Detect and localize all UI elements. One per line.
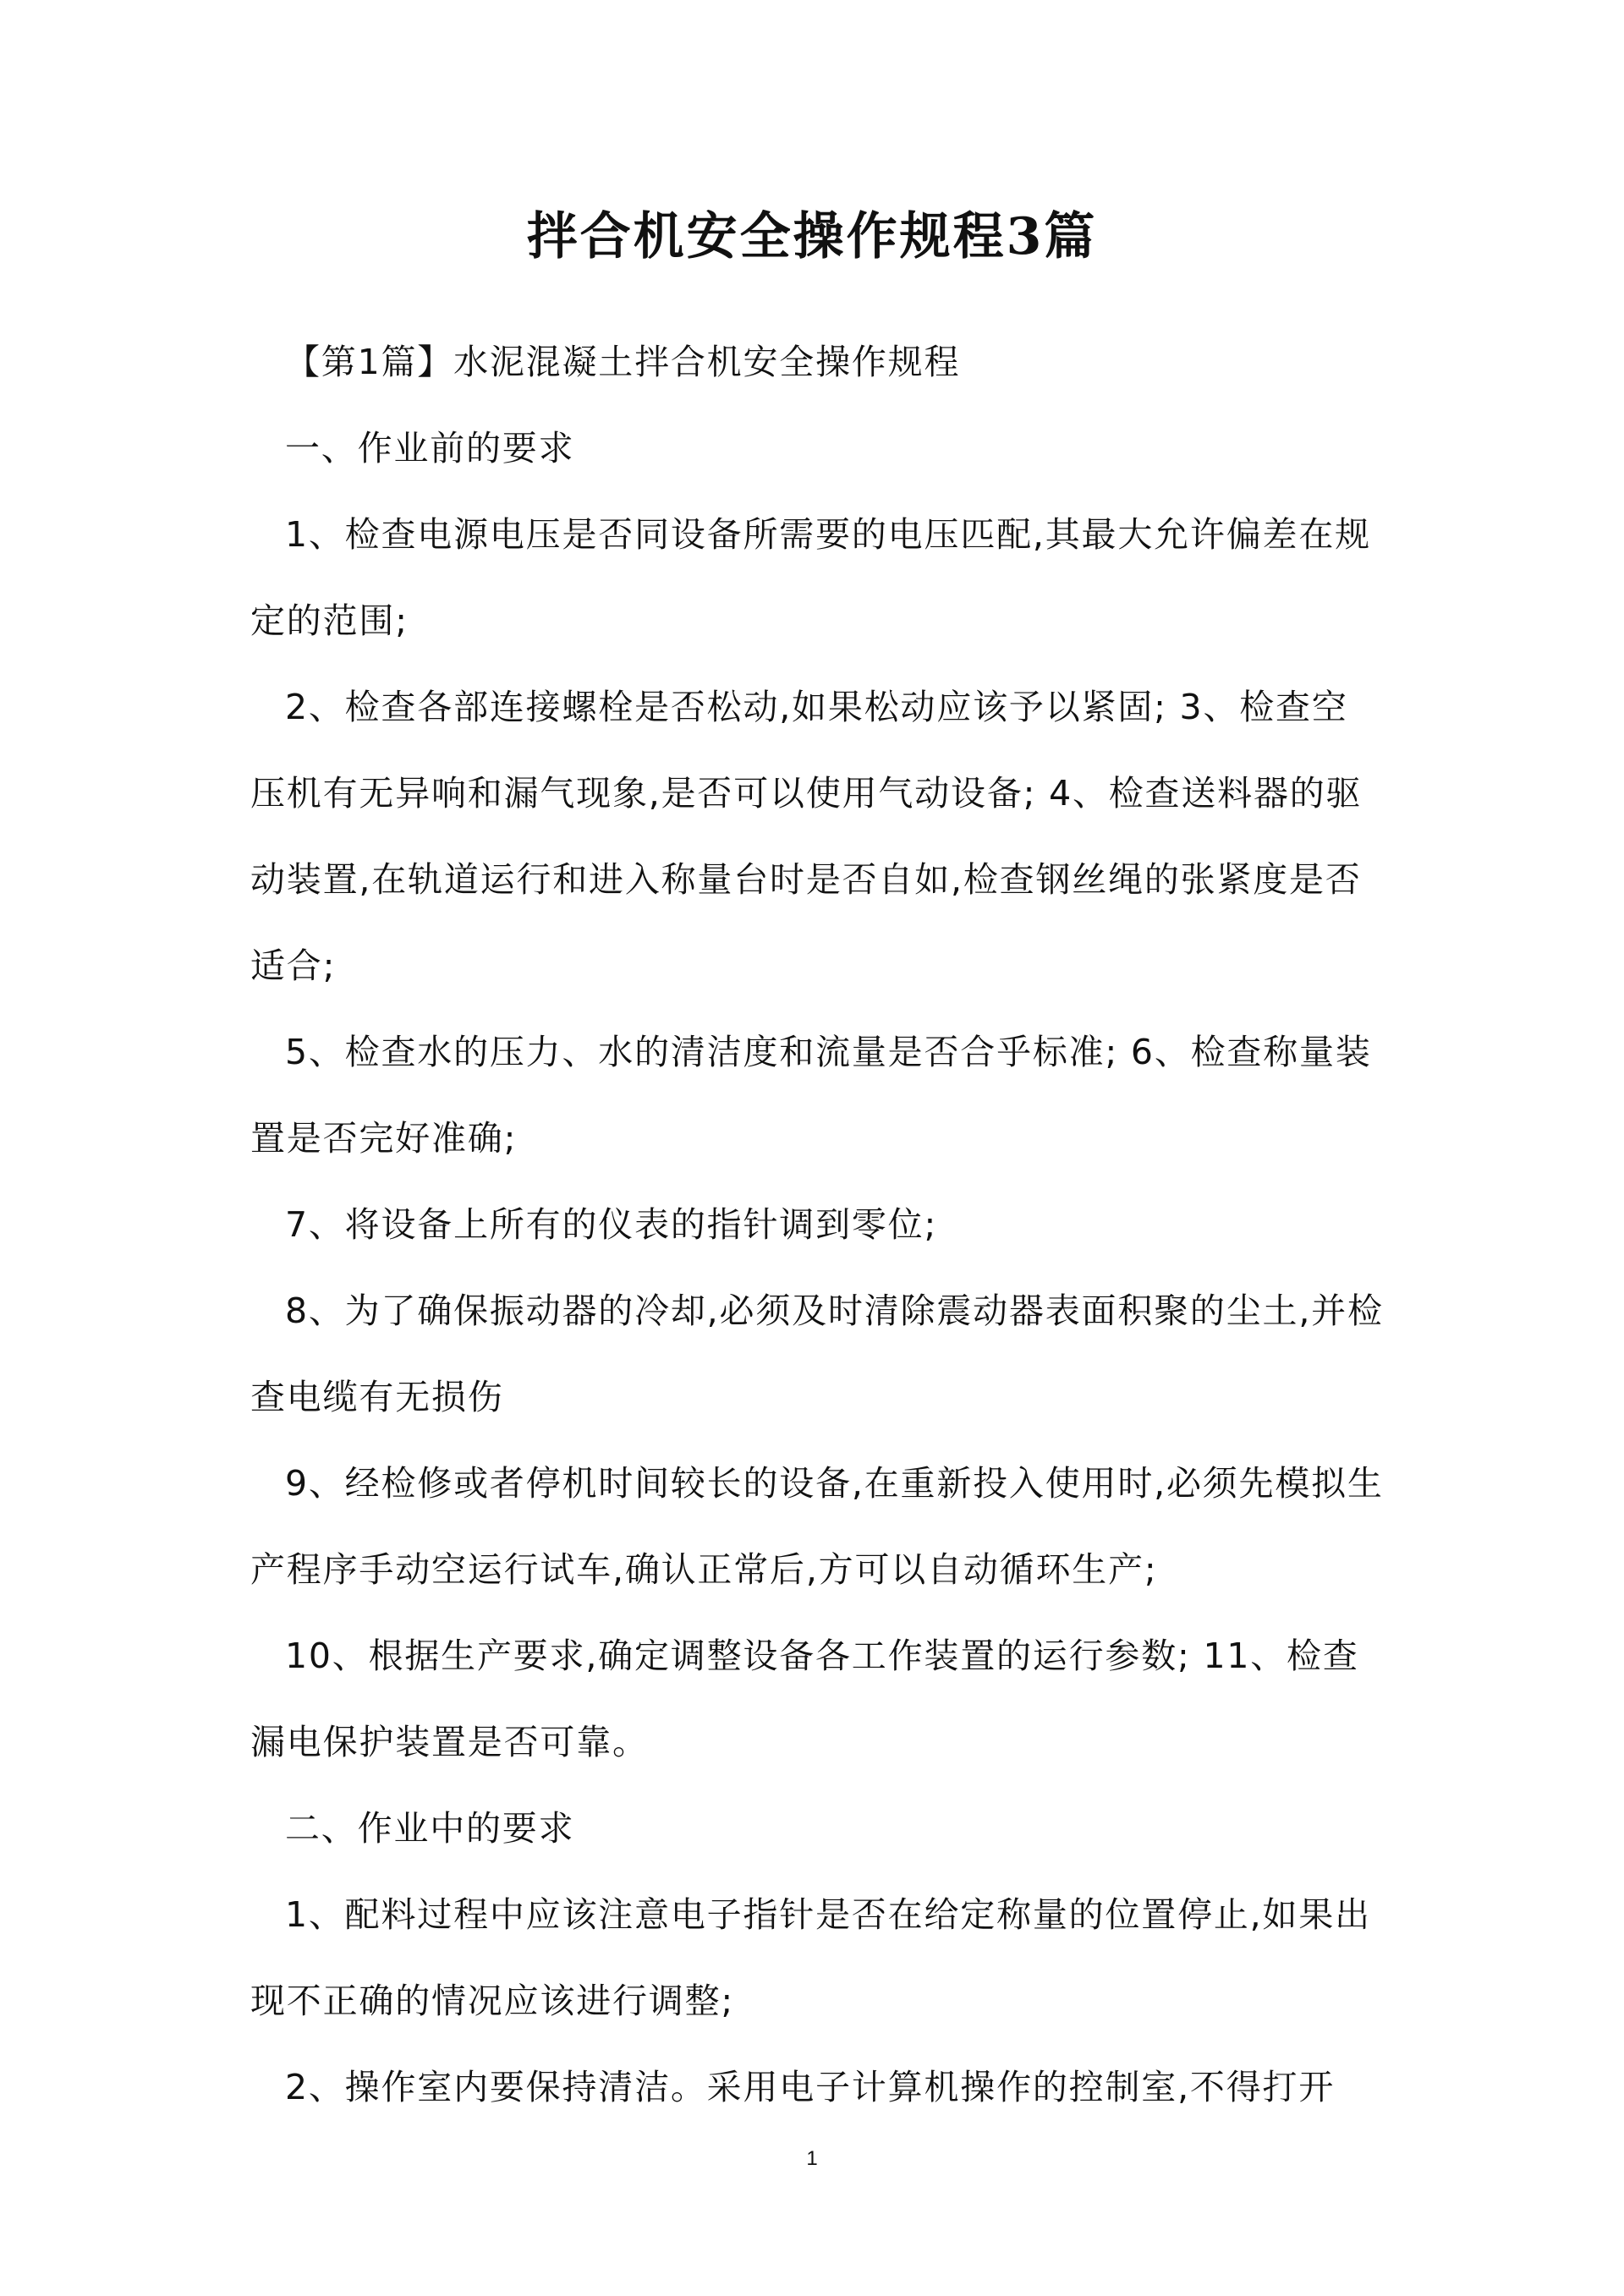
paragraph: 5、检查水的压力、水的清洁度和流量是否合乎标准; 6、检查称量装置是否完好准确; [250, 1032, 1372, 1159]
page-number: 1 [806, 2147, 818, 2170]
document-body [250, 319, 1384, 2130]
paragraph: 【第1篇】水泥混凝土拌合机安全操作规程 [285, 342, 961, 382]
paragraph: 8、为了确保振动器的冷却,必须及时清除震动器表面积聚的尘土,并检查电缆有无损伤 [250, 1290, 1384, 1417]
paragraph: 二、作业中的要求 [285, 1808, 575, 1849]
paragraph: 7、将设备上所有的仪表的指针调到零位; [285, 1204, 938, 1245]
paragraph: 一、作业前的要求 [285, 428, 575, 469]
document-title: 拌合机安全操作规程3篇 [526, 207, 1098, 266]
paragraph: 1、配料过程中应该注意电子指针是否在给定称量的位置停止,如果出现不正确的情况应该进行调整; [250, 1894, 1371, 2021]
paragraph: 10、根据生产要求,确定调整设备各工作装置的运行参数; 11、检查漏电保护装置是否可靠。 [250, 1636, 1359, 1762]
paragraph: 2、检查各部连接螺栓是否松动,如果松动应该予以紧固; 3、检查空压机有无异响和漏气现象,是否可以使用气动设备; 4、检查送料器的驱动装置,在轨道运行和进入称量台时是否自如,检查钢丝绳的张紧度是否适合; [250, 687, 1363, 986]
paragraph: 1、检查电源电压是否同设备所需要的电压匹配,其最大允许偏差在规定的范围; [250, 514, 1371, 641]
paragraph: 9、经检修或者停机时间较长的设备,在重新投入使用时,必须先模拟生产程序手动空运行试车,确认正常后,方可以自动循环生产; [250, 1463, 1384, 1590]
paragraph: 2、操作室内要保持清洁。采用电子计算机操作的控制室,不得打开 [285, 2067, 1336, 2107]
